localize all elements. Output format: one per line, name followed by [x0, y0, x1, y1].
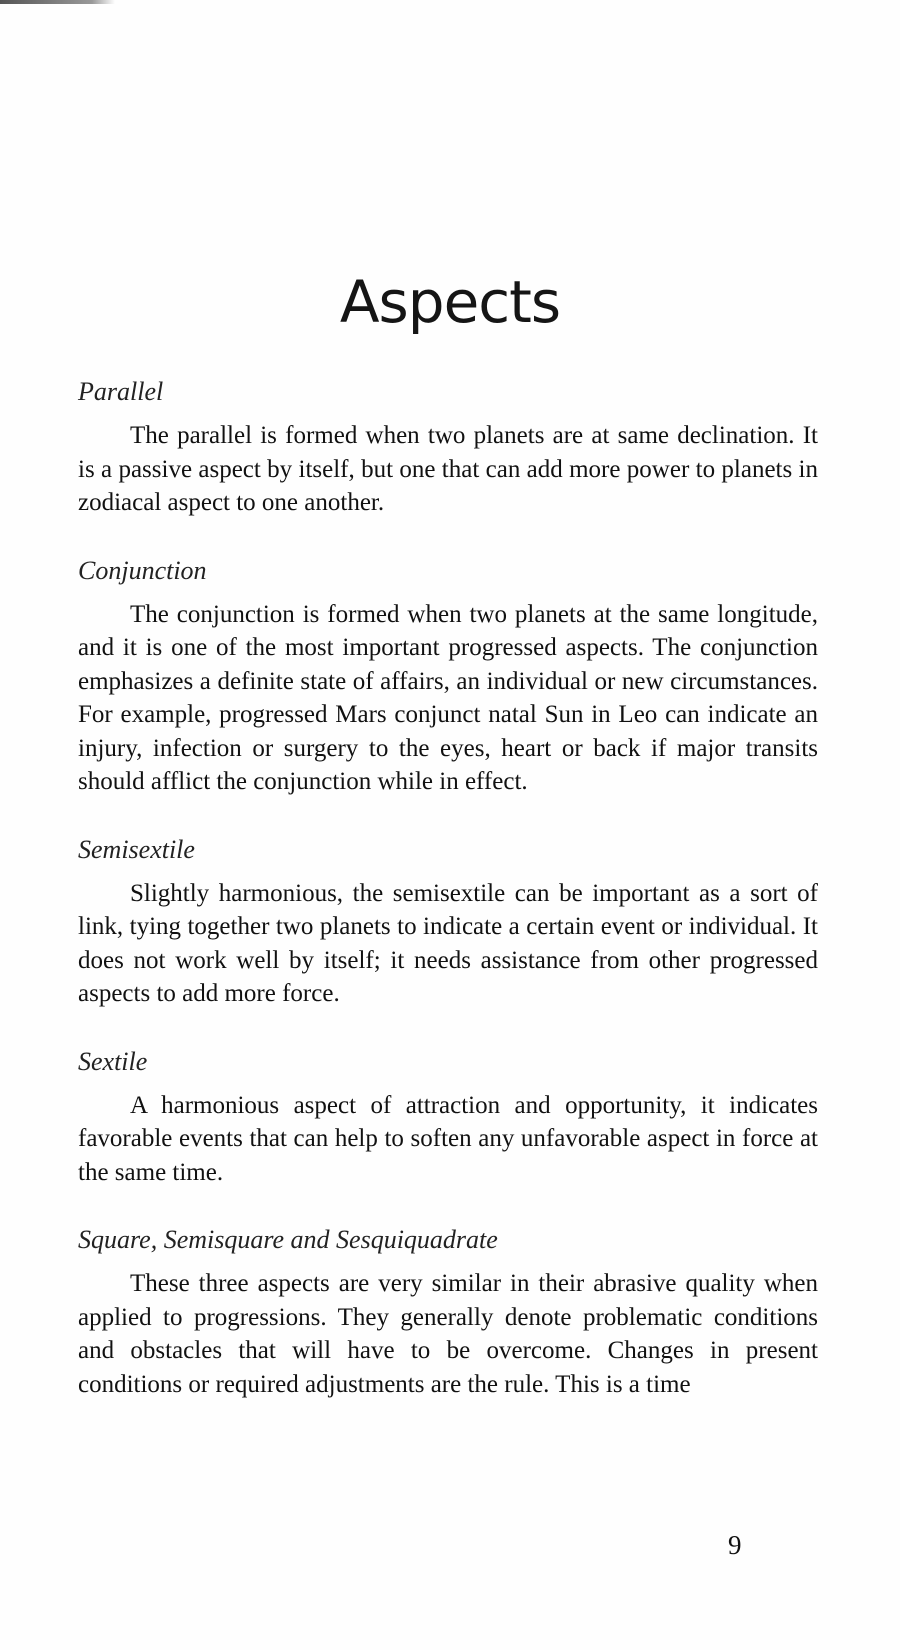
section-heading: Sextile: [78, 1046, 148, 1076]
section-square-semisquare-sesquiquadrate: [78, 1225, 818, 1401]
page-title: Aspects: [339, 268, 561, 336]
page-body: [78, 377, 818, 1437]
section-heading: Conjunction: [78, 555, 207, 585]
section-heading: Parallel: [78, 377, 164, 406]
section-parallel: [78, 377, 818, 520]
section-heading: Semisextile: [78, 834, 195, 864]
section-paragraph: Slightly harmonious, the semisextile can be important as a sort of link, tying together two planets to indicate a certain event or individual. It does not work well by itself; it needs assistance from other progressed aspects to add more force.: [78, 879, 818, 1007]
section-paragraph: The parallel is formed when two planets are at same declination. It is a passive aspect by itself, but one that can add more power to planets in zodiacal aspect to one another.: [78, 422, 818, 516]
section-paragraph: These three aspects are very similar in their abrasive quality when applied to progressions. They generally denote problematic conditions and obstacles that will have to be overcome. Changes in present conditions or required adjustments are the rule. This is a time: [78, 1270, 818, 1398]
section-paragraph: A harmonious aspect of attraction and opportunity, it indicates favorable events that can help to soften any unfavorable aspect in force at the same time.: [78, 1091, 818, 1186]
section-paragraph: The conjunction is formed when two planets at the same longitude, and it is one of the most important progressed aspects. The conjunction emphasizes a definite state of affairs, an individual or new circumstances. For example, progressed Mars conjunct natal Sun in Leo can indicate an injury, infection or surgery to the eyes, heart or back if major transits should afflict the conjunction while in effect.: [78, 600, 818, 795]
page-number: 9: [728, 1530, 742, 1560]
section-heading: Square, Semisquare and Sesquiquadrate: [78, 1225, 498, 1254]
section-sextile: [78, 1047, 818, 1190]
section-conjunction: [78, 556, 818, 799]
section-semisextile: [78, 835, 818, 1011]
page-edge-shadow: [0, 0, 115, 4]
